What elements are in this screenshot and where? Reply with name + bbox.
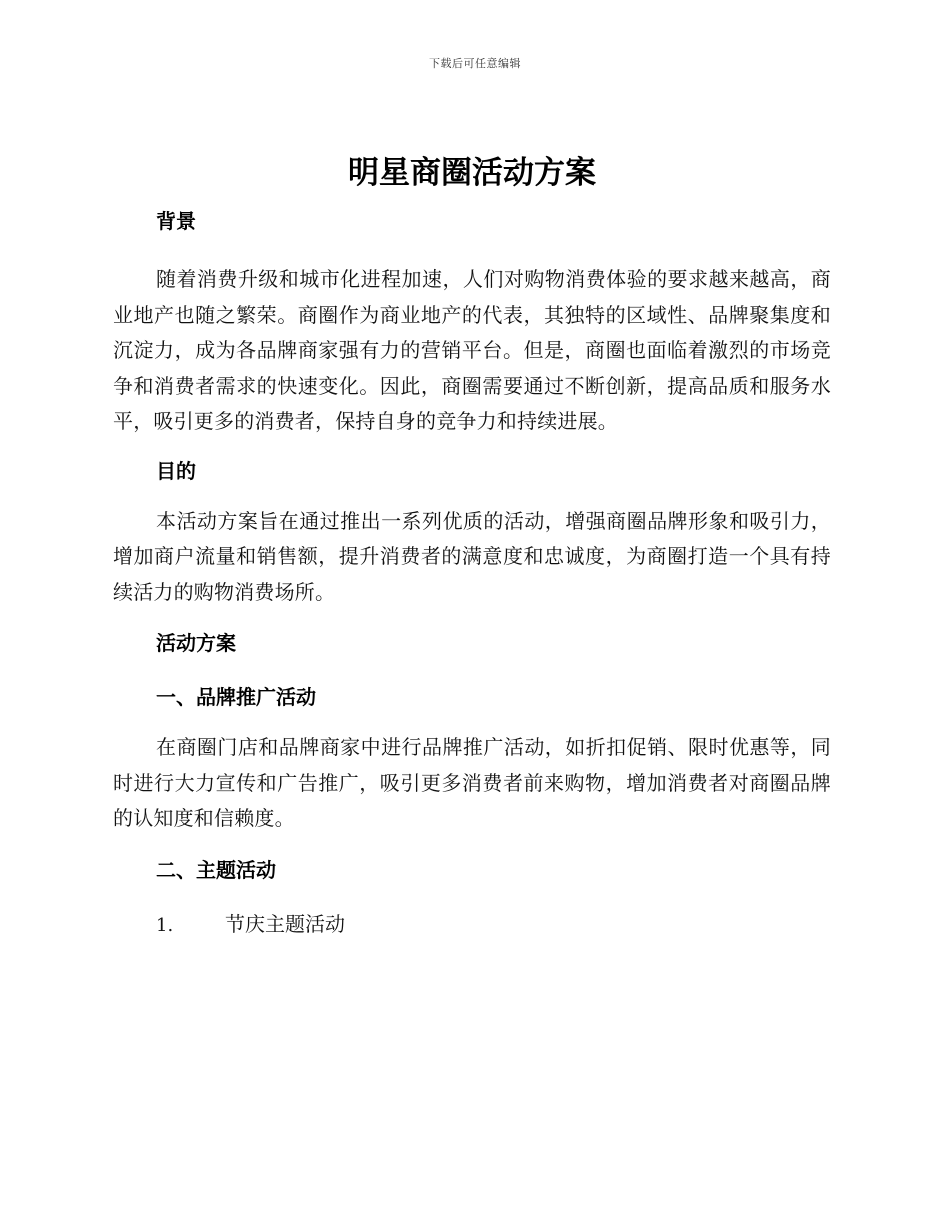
document-body [113, 150, 831, 941]
list-item-text: 节庆主题活动 [225, 911, 345, 936]
heading-theme-activities: 二、主题活动 [156, 857, 276, 882]
heading-background: 背景 [156, 209, 196, 233]
list-item-number: 1. [156, 914, 174, 936]
paragraph-brand-promotion: 在商圈门店和品牌商家中进行品牌推广活动，如折扣促销、限时优惠等，同时进行大力宣传和广告推广，吸引更多消费者前来购物，增加消费者对商圈品牌的认知度和信赖度。 [113, 735, 831, 830]
heading-plan: 活动方案 [156, 631, 236, 655]
list-item [113, 909, 831, 941]
heading-goal: 目的 [156, 458, 196, 483]
heading-brand-promotion: 一、品牌推广活动 [156, 685, 316, 709]
header-note: 下载后可任意编辑 [429, 57, 521, 70]
paragraph-background: 随着消费升级和城市化进程加速，人们对购物消费体验的要求越来越高，商业地产也随之繁荣。商圈作为商业地产的代表，其独特的区域性、品牌聚集度和沉淀力，成为各品牌商家强有力的营销平台。但是，商圈也面临着激烈的市场竞争和消费者需求的快速变化。因此，商圈需要通过不断创新，提高品质和服务水平，吸引更多的消费者，保持自身的竞争力和持续进展。 [113, 267, 831, 433]
paragraph-goal: 本活动方案旨在通过推出一系列优质的活动，增强商圈品牌形象和吸引力，增加商户流量和销售额，提升消费者的满意度和忠诚度，为商圈打造一个具有持续活力的购物消费场所。 [113, 508, 831, 604]
document-title: 明星商圈活动方案 [348, 155, 596, 191]
